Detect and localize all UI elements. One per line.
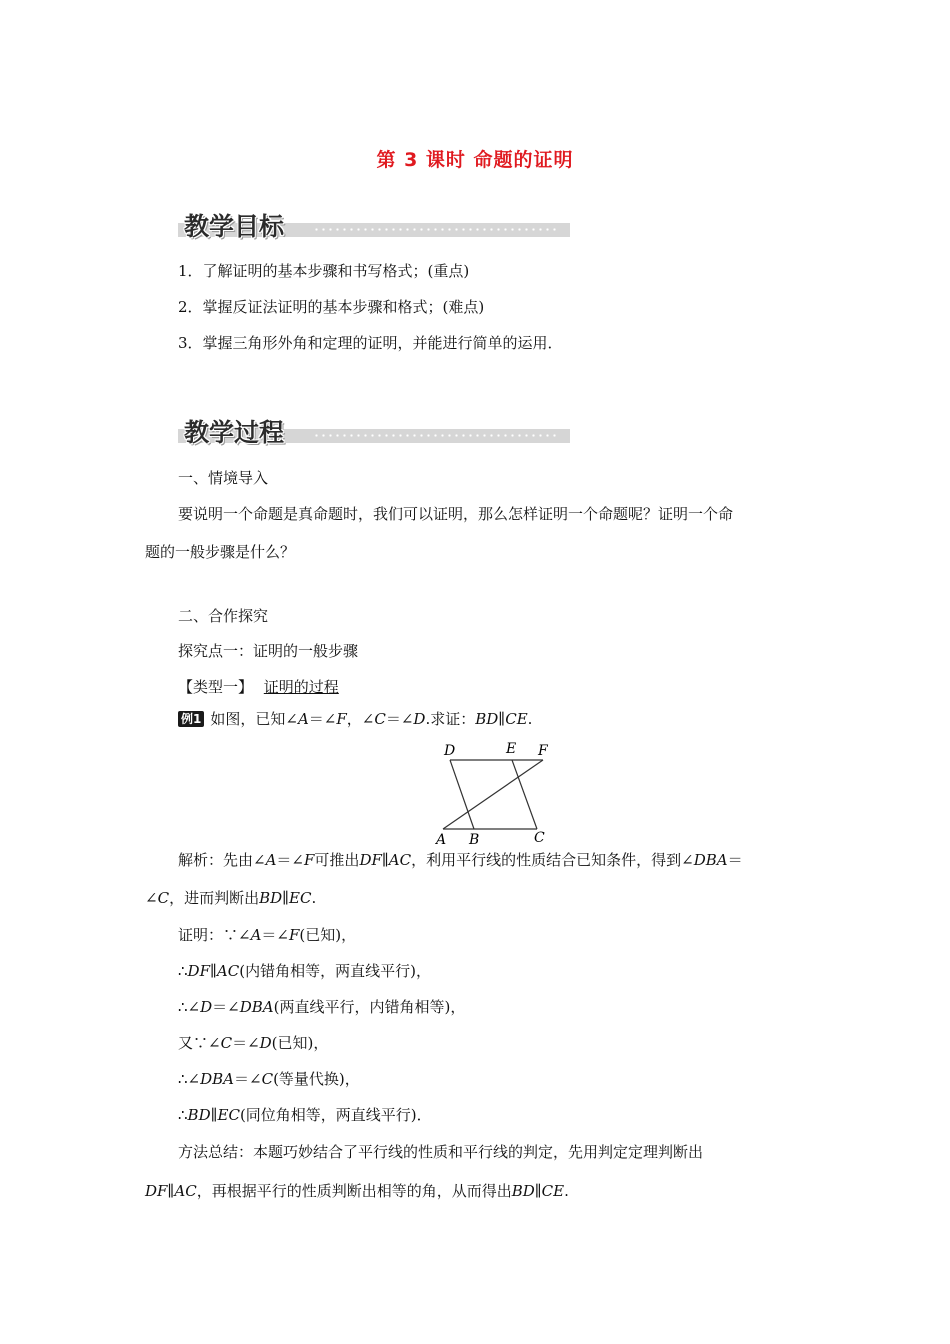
math-var: DBA: [200, 1070, 235, 1088]
summary-text: .: [564, 1182, 569, 1200]
example-badge: 例1: [178, 711, 204, 727]
section-header-process: [178, 412, 570, 448]
summary-line-1: 方法总结：本题巧妙结合了平行线的性质和平行线的判定，先用判定定理判断出: [178, 1143, 704, 1161]
section-header-objectives: [178, 206, 570, 242]
proof-text: ＝∠: [212, 998, 240, 1016]
example-text: .: [527, 710, 533, 728]
math-var: D: [259, 1034, 272, 1052]
analysis-text: ∠: [145, 889, 158, 907]
proof-text: ∴: [178, 1106, 188, 1124]
section-header-label: 教学目标: [184, 212, 285, 241]
explore-point: 探究点一：证明的一般步骤: [178, 642, 359, 660]
analysis-text: ，利用平行线的性质结合已知条件，得到∠: [411, 851, 694, 869]
page-title: 第 3 课时 命题的证明: [376, 149, 574, 171]
objective-3: 3．掌握三角形外角和定理的证明，并能进行简单的运用．: [178, 334, 563, 352]
analysis-line-1: [178, 850, 743, 870]
proof-text: (两直线平行，内错角相等)，: [273, 998, 466, 1016]
proof-text: 证明：∵∠: [178, 926, 251, 944]
math-expr: BD∥CE: [511, 1182, 565, 1200]
summary-line-2: [145, 1181, 569, 1201]
point-label-B: B: [469, 832, 480, 848]
proof-line: [178, 925, 356, 945]
header-dots: [313, 434, 556, 437]
math-var: C: [261, 1070, 274, 1088]
explore-heading: 二、合作探究: [178, 607, 269, 625]
segment-DB: [450, 760, 474, 829]
proof-text: (同位角相等，两直线平行)．: [239, 1106, 432, 1124]
type-label: 【类型一】: [178, 678, 254, 696]
point-label-F: F: [538, 743, 548, 759]
geometry-figure: [430, 738, 560, 850]
math-var: A: [297, 710, 309, 728]
proof-line: [178, 997, 465, 1017]
proof-line: [178, 1105, 432, 1125]
proof-text: (已知)，: [299, 926, 357, 944]
intro-heading: 一、情境导入: [178, 469, 269, 487]
objective-2: 2．掌握反证法证明的基本步骤和格式；(难点): [178, 298, 485, 316]
example-text: ＝∠: [308, 710, 337, 728]
example-text: ，∠: [346, 710, 375, 728]
objective-1: 1．了解证明的基本步骤和书写格式；(重点): [178, 262, 470, 280]
summary-text: ，再根据平行的性质判断出相等的角，从而得出: [196, 1182, 512, 1200]
example-line: [178, 709, 532, 729]
example-text: ＝∠: [385, 710, 414, 728]
math-var: C: [374, 710, 386, 728]
proof-line: [178, 1033, 328, 1053]
example-text: 如图，已知∠: [210, 710, 298, 728]
intro-paragraph-line-1: 要说明一个命题是真命题时，我们可以证明，那么怎样证明一个命题呢？证明一个命: [178, 505, 734, 523]
math-var: C: [220, 1034, 233, 1052]
proof-text: (内错角相等，两直线平行)，: [239, 962, 431, 980]
segment-CE: [512, 760, 537, 829]
analysis-text: ＝∠: [276, 851, 304, 869]
math-var: D: [200, 998, 213, 1016]
proof-text: ∴∠: [178, 998, 201, 1016]
math-var: F: [304, 851, 315, 869]
analysis-text: ，进而判断出: [169, 889, 260, 907]
proof-text: ∴∠: [178, 1070, 201, 1088]
type-name: 证明的过程: [263, 678, 339, 696]
point-label-C: C: [534, 830, 545, 846]
proof-text: ＝∠: [261, 926, 289, 944]
math-var: A: [265, 851, 277, 869]
analysis-text: 可推出: [314, 851, 360, 869]
proof-text: ∴: [178, 962, 188, 980]
header-dots: [313, 228, 556, 231]
math-var: DBA: [693, 851, 728, 869]
point-label-D: D: [444, 743, 456, 759]
proof-text: 又∵∠: [178, 1034, 221, 1052]
analysis-text: .: [311, 889, 317, 907]
section-header-label: 教学过程: [184, 418, 285, 447]
analysis-text: 解析：先由∠: [178, 851, 266, 869]
math-expr: DF∥AC: [145, 1182, 197, 1200]
type-line: [178, 677, 339, 697]
math-expr: BD∥EC: [259, 889, 312, 907]
point-label-E: E: [506, 741, 517, 757]
math-var: F: [289, 926, 300, 944]
math-var: F: [336, 710, 347, 728]
proof-text: ＝∠: [232, 1034, 260, 1052]
proof-text: (等量代换)，: [273, 1070, 360, 1088]
math-expr: BD∥CE: [475, 710, 528, 728]
math-var: D: [413, 710, 426, 728]
math-expr: DF∥AC: [359, 851, 412, 869]
proof-line: [178, 961, 431, 981]
analysis-text: ＝: [727, 851, 743, 869]
math-var: C: [157, 889, 170, 907]
proof-line: [178, 1069, 360, 1089]
proof-text: ＝∠: [234, 1070, 262, 1088]
intro-paragraph-line-2: 题的一般步骤是什么？: [145, 543, 296, 561]
segment-AF: [443, 760, 543, 829]
math-var: A: [250, 926, 262, 944]
math-expr: BD∥EC: [187, 1106, 240, 1124]
proof-text: (已知)，: [271, 1034, 329, 1052]
example-text: .求证：: [425, 710, 476, 728]
point-label-A: A: [436, 832, 447, 848]
analysis-line-2: [145, 888, 316, 908]
math-var: DBA: [239, 998, 274, 1016]
math-expr: DF∥AC: [187, 962, 240, 980]
